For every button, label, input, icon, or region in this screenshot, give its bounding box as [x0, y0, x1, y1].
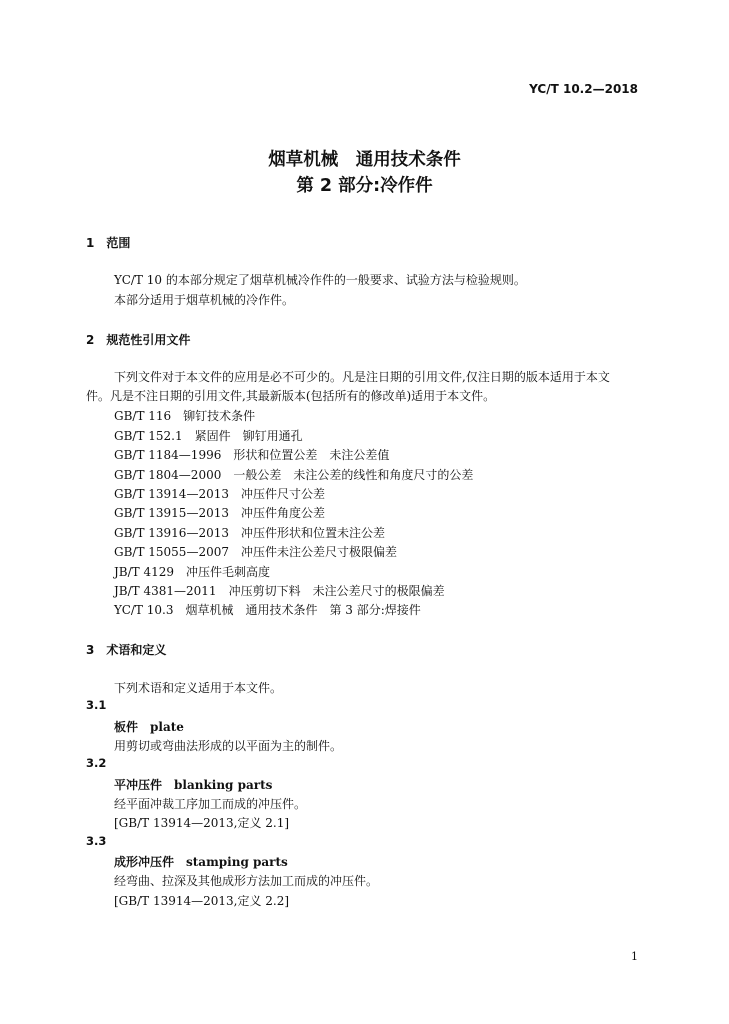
term-definition: 经平面冲裁工序加工而成的冲压件。: [114, 797, 307, 811]
reference-item: JB/T 4381—2011 冲压剪切下料 未注公差尺寸的极限偏差: [114, 584, 445, 598]
term-definition: 经弯曲、拉深及其他成形方法加工而成的冲压件。: [114, 874, 379, 888]
document-title: 烟草机械 通用技术条件: [268, 150, 461, 170]
clause-number: 3.1: [86, 698, 107, 712]
section-2-intro-line: 下列文件对于本文件的应用是必不可少的。凡是注日期的引用文件,仅注日期的版本适用于本文: [114, 370, 610, 384]
reference-item: GB/T 13914—2013 冲压件尺寸公差: [114, 487, 325, 501]
section-1-paragraph: YC/T 10 的本部分规定了烟草机械冷作件的一般要求、试验方法与检验规则。: [114, 273, 526, 287]
section-3-heading: 3 术语和定义: [86, 643, 167, 657]
reference-item: GB/T 15055—2007 冲压件未注公差尺寸极限偏差: [114, 545, 397, 559]
reference-item: GB/T 13916—2013 冲压件形状和位置未注公差: [114, 526, 385, 540]
reference-item: GB/T 1184—1996 形状和位置公差 未注公差值: [114, 448, 390, 462]
clause-number: 3.2: [86, 756, 107, 770]
term-definition: 用剪切或弯曲法形成的以平面为主的制件。: [114, 739, 343, 753]
section-1-paragraph: 本部分适用于烟草机械的冷作件。: [114, 293, 295, 307]
reference-item: GB/T 116 铆钉技术条件: [114, 409, 256, 423]
document-subtitle: 第 2 部分:冷作件: [296, 176, 433, 196]
term-name: 板件 plate: [114, 720, 184, 734]
section-3-intro: 下列术语和定义适用于本文件。: [114, 681, 283, 695]
term-name: 成形冲压件 stamping parts: [114, 855, 288, 869]
standard-number: YC/T 10.2—2018: [529, 82, 638, 96]
section-1-heading: 1 范围: [86, 236, 131, 250]
reference-item: YC/T 10.3 烟草机械 通用技术条件 第 3 部分:焊接件: [114, 603, 421, 617]
term-source: [GB/T 13914—2013,定义 2.1]: [114, 816, 290, 830]
term-source: [GB/T 13914—2013,定义 2.2]: [114, 894, 290, 908]
reference-item: JB/T 4129 冲压件毛刺高度: [114, 565, 271, 579]
section-2-heading: 2 规范性引用文件: [86, 333, 191, 347]
term-name: 平冲压件 blanking parts: [114, 778, 273, 792]
reference-item: GB/T 13915—2013 冲压件角度公差: [114, 506, 325, 520]
reference-item: GB/T 152.1 紧固件 铆钉用通孔: [114, 429, 303, 443]
clause-number: 3.3: [86, 834, 107, 848]
reference-item: GB/T 1804—2000 一般公差 未注公差的线性和角度尺寸的公差: [114, 468, 474, 482]
page-number: 1: [631, 950, 638, 963]
section-2-intro-line: 件。凡是不注日期的引用文件,其最新版本(包括所有的修改单)适用于本文件。: [86, 389, 496, 403]
